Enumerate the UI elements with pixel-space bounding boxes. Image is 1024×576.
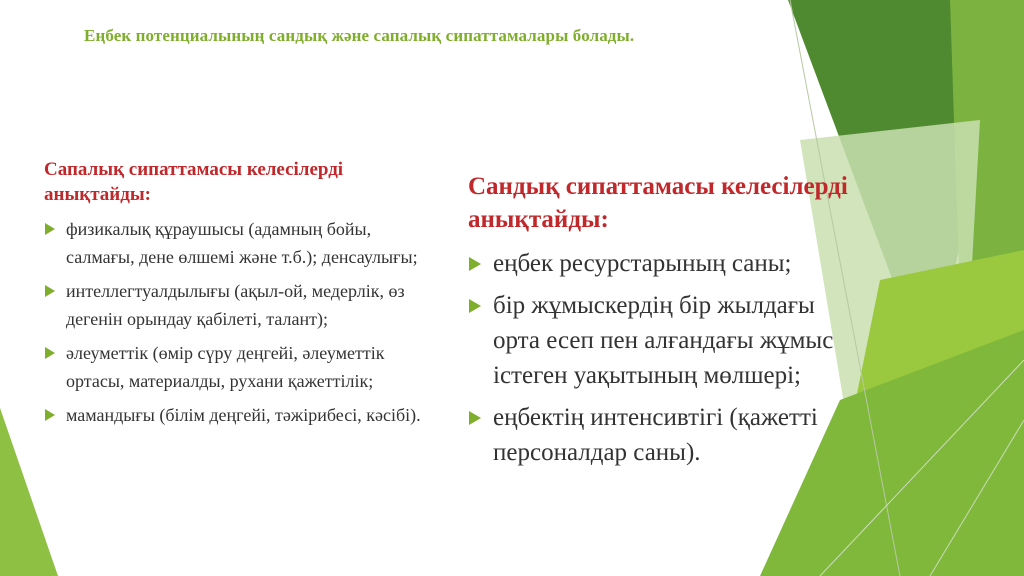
list-item	[44, 401, 444, 429]
list-item	[44, 339, 444, 395]
bullet-arrow-icon	[469, 257, 481, 271]
list-item-text: физикалық құраушысы (адамның бойы, салмағы, дене өлшемі және т.б.); денсаулығы;	[66, 219, 418, 267]
quantitative-heading: Сандық сипаттамасы келесілерді анықтайды:	[468, 173, 848, 233]
list-item	[468, 400, 868, 470]
qualitative-list	[44, 215, 444, 429]
list-item	[468, 288, 868, 393]
qualitative-section	[44, 157, 444, 435]
list-item	[468, 246, 868, 281]
list-item-text: еңбектің интенсивтігі (қажетті персоналдар саны).	[493, 404, 818, 466]
bullet-arrow-icon	[469, 411, 481, 425]
list-item-text: интеллегтуалдылығы (ақыл-ой, медерлік, өз дегенін орындау қабілеті, талант);	[66, 281, 405, 329]
list-item-text: бір жұмыскердің бір жылдағы орта есеп пен алғандағы жұмыс істеген уақытының мөлшері;	[493, 292, 834, 389]
list-item	[44, 277, 444, 333]
quantitative-section	[468, 170, 868, 477]
qualitative-heading: Сапалық сипаттамасы келесілерді анықтайды:	[44, 159, 344, 205]
bullet-arrow-icon	[45, 223, 55, 235]
slide-title: Еңбек потенциалының сандық және сапалық сипаттамалары болады.	[84, 26, 635, 45]
list-item	[44, 215, 444, 271]
list-item-text: мамандығы (білім деңгейі, тәжірибесі, кәсібі).	[66, 405, 421, 425]
bullet-arrow-icon	[45, 409, 55, 421]
quantitative-list	[468, 246, 868, 470]
bullet-arrow-icon	[45, 285, 55, 297]
list-item-text: еңбек ресурстарының саны;	[493, 250, 792, 277]
bullet-arrow-icon	[45, 347, 55, 359]
bullet-arrow-icon	[469, 299, 481, 313]
list-item-text: әлеуметтік (өмір сүру деңгейі, әлеуметтік ортасы, материалды, рухани қажеттілік;	[66, 343, 385, 391]
